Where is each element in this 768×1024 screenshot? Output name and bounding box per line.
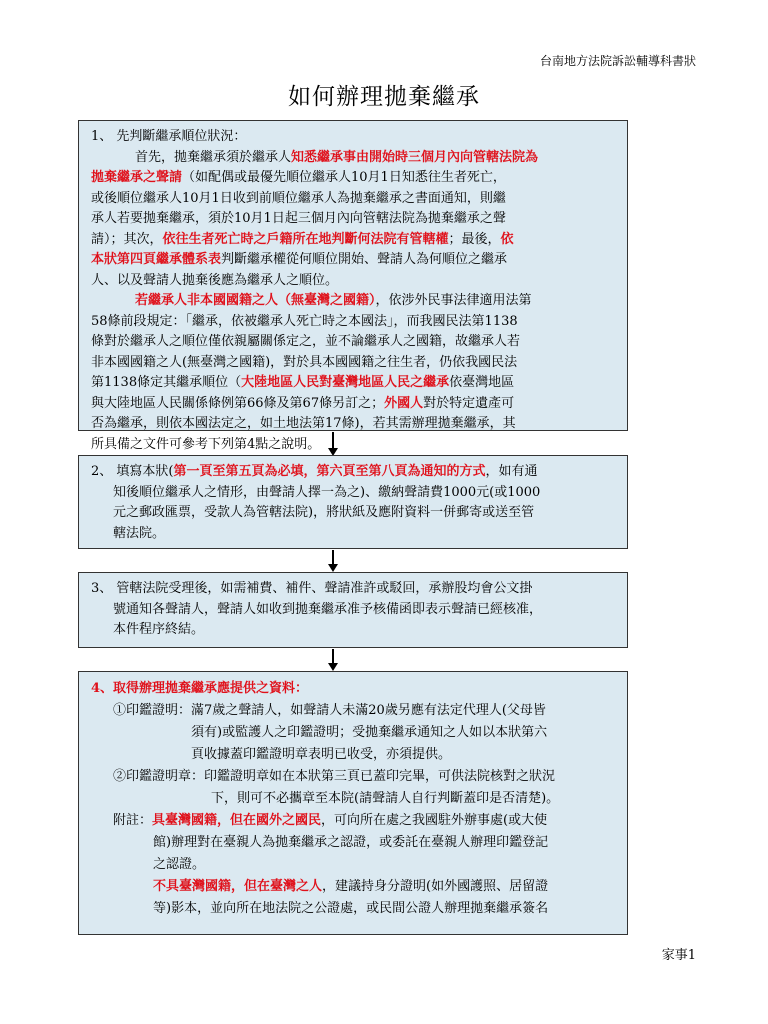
step4-line: 之認證。 bbox=[153, 857, 206, 872]
step1-line: 人、以及聲請人拋棄後應為繼承人之順位。 bbox=[91, 272, 339, 288]
step4-line: 下，則可不必攜章至本院(請聲請人自行判斷蓋印是否清楚)。 bbox=[211, 791, 560, 806]
step4-line: 等)影本，並向所在地法院之公證處，或民間公證人辦理拋棄繼承簽名 bbox=[153, 901, 549, 916]
flow-arrow-2 bbox=[332, 550, 334, 564]
page-title: 如何辦理拋棄繼承 bbox=[288, 84, 480, 110]
step1-line: 58條前段規定：「繼承，依被繼承人死亡時之本國法」，而我國民法第1138 bbox=[91, 313, 518, 329]
step1-heading: 1、 先判斷繼承順位狀況： bbox=[91, 129, 247, 144]
step3-line: 3、 管轄法院受理後，如需補費、補件、聲請准許或駁回，承辦股均會公文掛 bbox=[91, 581, 533, 596]
step3-box bbox=[78, 572, 628, 648]
step4-line: ②印鑑證明章：印鑑證明章如在本狀第三頁已蓋印完畢，可供法院核對之狀況 bbox=[113, 769, 556, 784]
step2-line: 知後順位繼承人之情形，由聲請人擇一為之)、繳納聲請費1000元(或1000 bbox=[113, 484, 541, 500]
step4-line: ①印鑑證明：滿7歲之聲請人，如聲請人未滿20歲另應有法定代理人(父母皆 bbox=[113, 703, 546, 718]
step1-line: 請）；其次，依往生者死亡時之戶籍所在地判斷何法院有管轄權；最後，依 bbox=[91, 231, 514, 247]
step3-line: 號通知各聲請人，聲請人如收到拋棄繼承准予核備函即表示聲請已經核准， bbox=[113, 601, 543, 617]
step1-box bbox=[78, 120, 628, 452]
step4-heading: 4、取得辦理拋棄繼承應提供之資料： bbox=[91, 681, 309, 696]
step3-line: 本件程序終結。 bbox=[113, 622, 205, 637]
flow-arrow-3 bbox=[332, 649, 334, 663]
step4-line: 館)辦理對在臺親人為拋棄繼承之認證，或委託在臺親人辦理印鑑登記 bbox=[153, 835, 549, 850]
step4-line: 不具臺灣國籍，但在臺灣之人，建議持身分證明(如外國護照、居留證 bbox=[153, 879, 549, 894]
step1-line: 與大陸地區人民關係條例第66條及第67條另訂之；外國人對於特定遺產可 bbox=[91, 395, 515, 411]
step1-line: 第1138條定其繼承順位（大陸地區人民對臺灣地區人民之繼承依臺灣地區 bbox=[91, 375, 515, 390]
step4-box bbox=[78, 671, 628, 935]
step1-line: 非本國國籍之人(無臺灣之國籍)，對於具本國國籍之往生者，仍依我國民法 bbox=[91, 354, 518, 370]
step1-line: 承人若要拋棄繼承，須於10月1日起三個月內向管轄法院為拋棄繼承之聲 bbox=[91, 211, 506, 226]
step2-line: 轄法院。 bbox=[113, 525, 166, 541]
flow-arrow-1 bbox=[332, 432, 334, 448]
step1-line: 若繼承人非本國國籍之人（無臺灣之國籍），依涉外民事法律適用法第 bbox=[135, 293, 532, 308]
step1-line: 否為繼承，則依本國法定之，如土地法第17條)，若其需辦理拋棄繼承，其 bbox=[91, 416, 516, 431]
step4-line: 須有)或監護人之印鑑證明；受拋棄繼承通知之人如以本狀第六 bbox=[191, 725, 548, 740]
step4-line: 附註：具臺灣國籍，但在國外之國民，可向所在處之我國駐外辦事處(或大使 bbox=[113, 813, 548, 828]
step1-line: 所具備之文件可參考下列第4點之說明。 bbox=[91, 436, 321, 452]
step1-line: 本狀第四頁繼承體系表判斷繼承權從何順位開始、聲請人為何順位之繼承 bbox=[91, 252, 508, 267]
step2-box bbox=[78, 455, 628, 549]
step1-line: 首先，拋棄繼承須於繼承人知悉繼承事由開始時三個月內向管轄法院為 bbox=[135, 149, 539, 165]
step1-line: 拋棄繼承之聲請（如配偶或最優先順位繼承人10月1日知悉往生者死亡， bbox=[91, 170, 506, 185]
step1-line: 條對於繼承人之順位僅依親屬關係定之，並不論繼承人之國籍，故繼承人若 bbox=[91, 334, 521, 349]
step2-line: 元之郵政匯票，受款人為管轄法院)，將狀紙及應附資料一併郵寄或送至管 bbox=[113, 505, 535, 520]
page-number: 家事1 bbox=[661, 948, 696, 963]
step1-line: 或後順位繼承人10月1日收到前順位繼承人為拋棄繼承之書面通知，則繼 bbox=[91, 190, 506, 206]
step2-line: 2、 填寫本狀(第一頁至第五頁為必填，第六頁至第八頁為通知的方式，如有通 bbox=[91, 464, 538, 479]
step4-line: 頁收據蓋印鑑證明章表明已收受，亦須提供。 bbox=[191, 747, 452, 762]
court-header: 台南地方法院訴訟輔導科書狀 bbox=[539, 54, 696, 68]
